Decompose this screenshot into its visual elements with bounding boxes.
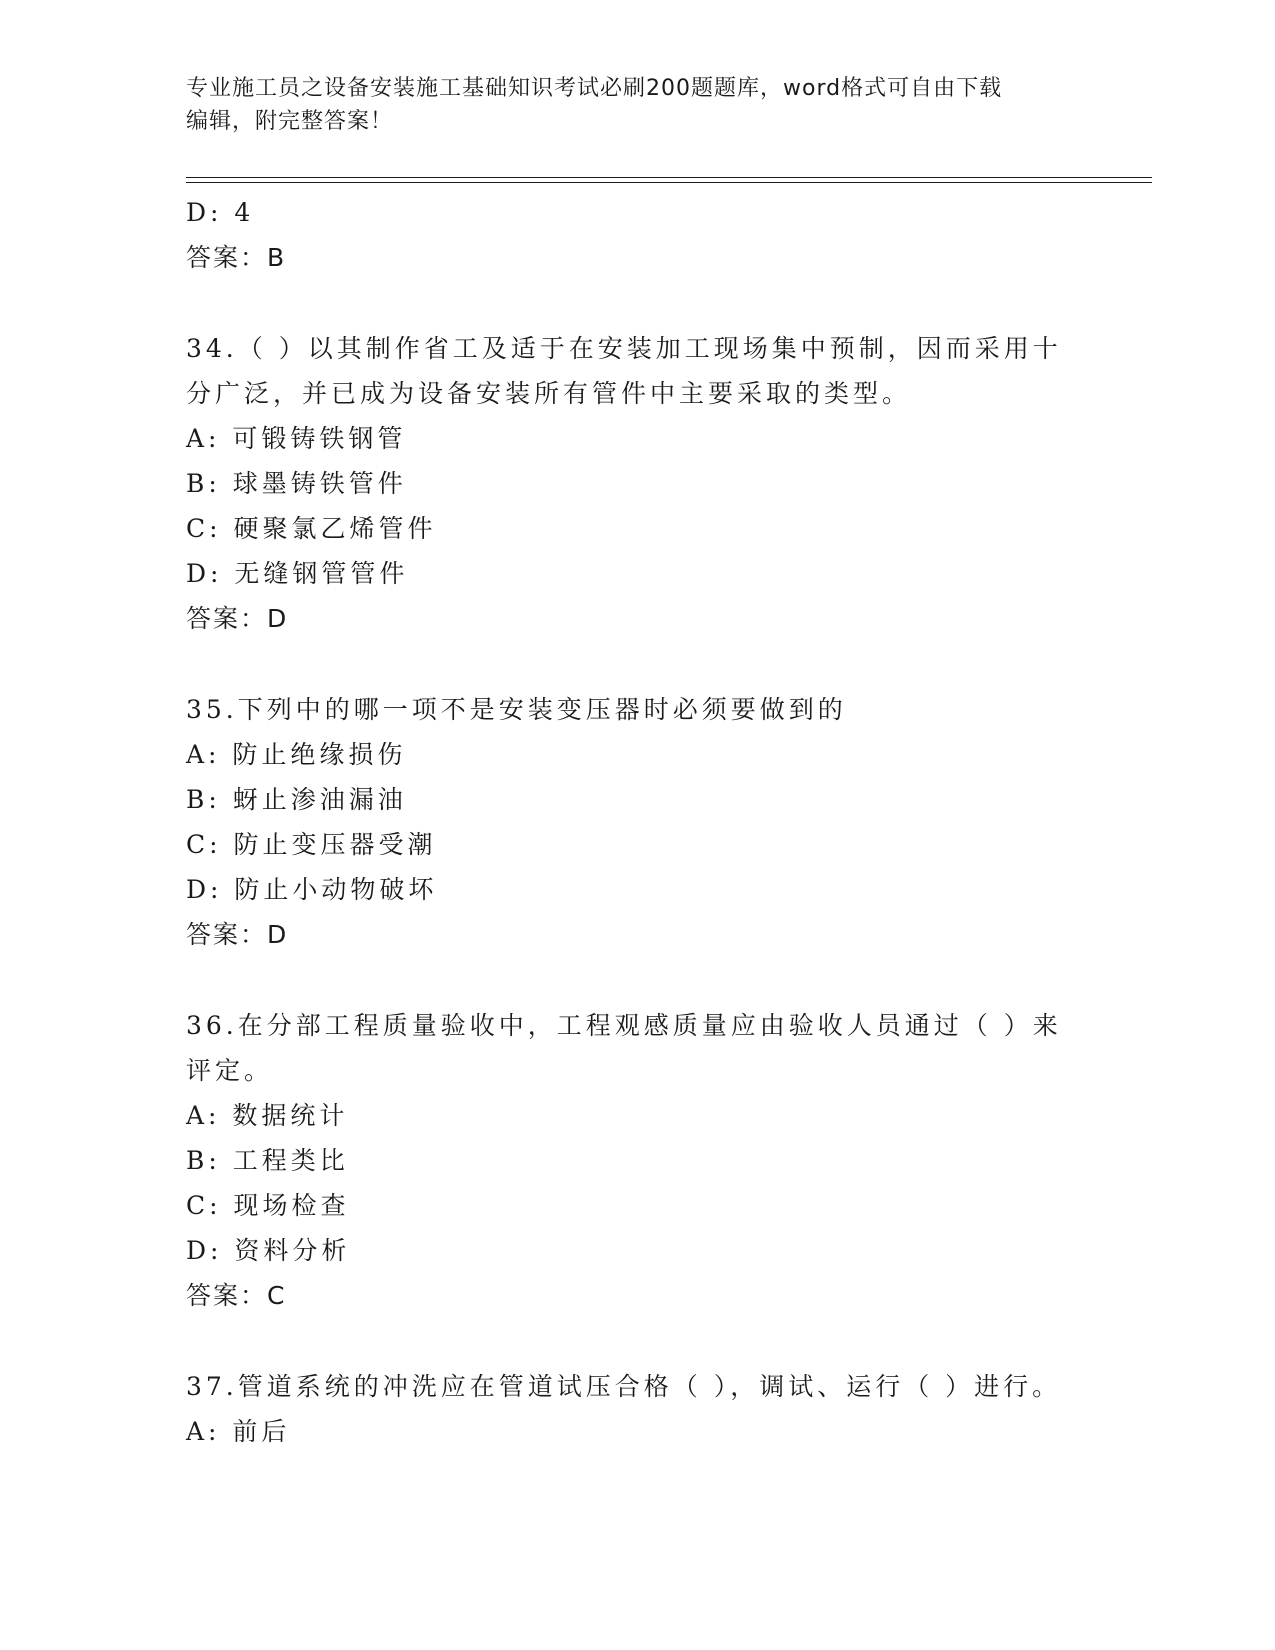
option-d: D: 无缝钢管管件	[186, 559, 409, 588]
answer-line: 答案：D	[186, 604, 289, 633]
question-34	[186, 326, 1086, 641]
header-divider-bottom	[186, 182, 1152, 183]
question-text-line: 评定。	[186, 1056, 274, 1085]
document-header	[186, 72, 1086, 138]
option-a: A: 防止绝缘损伤	[186, 740, 407, 769]
question-list	[186, 190, 1086, 1454]
header-divider-top	[186, 177, 1152, 178]
option-d: D: 防止小动物破坏	[186, 875, 438, 904]
previous-question-tail	[186, 190, 1086, 280]
answer-line: 答案：C	[186, 1281, 287, 1310]
question-37	[186, 1364, 1086, 1454]
option-b: B: 工程类比	[186, 1146, 349, 1175]
option-b: B: 球墨铸铁管件	[186, 469, 407, 498]
option-d: D: 资料分析	[186, 1236, 351, 1265]
answer-line: 答案：B	[186, 243, 287, 272]
question-text-line: 37.管道系统的冲洗应在管道试压合格（ ），调试、运行（ ）进行。	[186, 1372, 1062, 1401]
question-text-line: 36.在分部工程质量验收中，工程观感质量应由验收人员通过（ ）来	[186, 1011, 1062, 1040]
header-line-2: 编辑，附完整答案！	[186, 109, 394, 134]
option-d: D: 4	[186, 198, 255, 227]
option-c: C: 防止变压器受潮	[186, 830, 437, 859]
option-a: A: 前后	[186, 1417, 291, 1446]
option-a: A: 可锻铸铁钢管	[186, 424, 407, 453]
question-text-line: 35.下列中的哪一项不是安装变压器时必须要做到的	[186, 695, 847, 724]
header-line-1: 专业施工员之设备安装施工基础知识考试必刷200题题库，word格式可自由下载	[186, 76, 1003, 101]
option-c: C: 硬聚氯乙烯管件	[186, 514, 437, 543]
question-36	[186, 1003, 1086, 1318]
answer-line: 答案：D	[186, 920, 289, 949]
option-a: A: 数据统计	[186, 1101, 349, 1130]
option-c: C: 现场检查	[186, 1191, 350, 1220]
question-35	[186, 687, 1086, 957]
question-text-line: 34.（ ）以其制作省工及适于在安装加工现场集中预制，因而采用十	[186, 334, 1062, 363]
question-text-line: 分广泛，并已成为设备安装所有管件中主要采取的类型。	[186, 379, 912, 408]
option-b: B: 蚜止渗油漏油	[186, 785, 407, 814]
